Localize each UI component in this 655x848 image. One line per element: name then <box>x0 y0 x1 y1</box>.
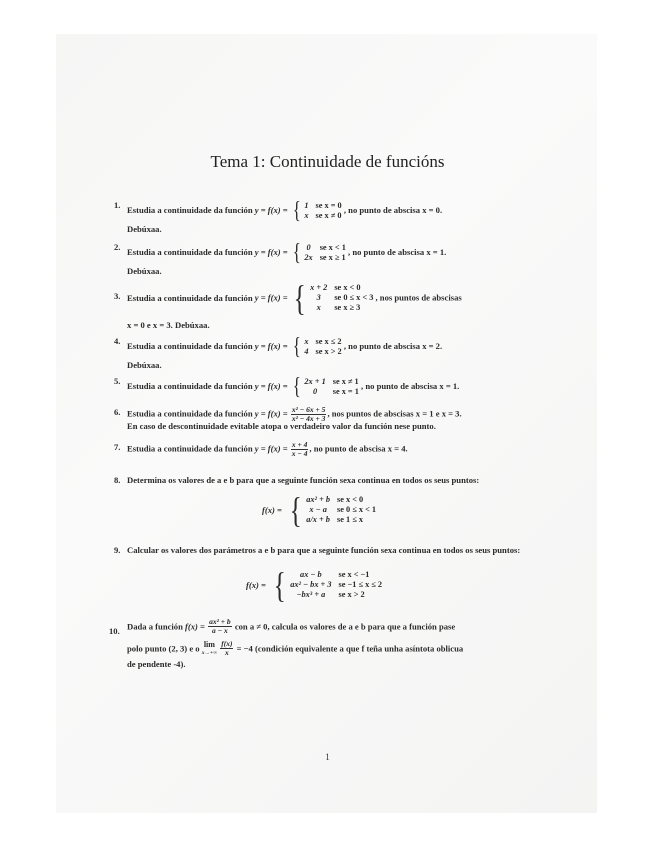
exercise-number: 1. <box>114 200 121 210</box>
exercise-8-equation: f(x) = { ax² + b se x < 0 x − a se 0 ≤ x < 1 a/x + b se 1 ≤ x <box>262 490 377 530</box>
fraction: $\frac{\text{x² − 6x + 5}}{\text{x² − 4x + 3}}$ <box>291 405 326 423</box>
exercise-number: 6. <box>114 407 121 417</box>
piecewise-function: { 0 se x < 1 2x se x ≥ 1 <box>292 240 346 266</box>
limit: lim x→+∞ <box>201 639 218 656</box>
exercise-9-equation: f(x) = { ax − b se x < −1 ax² − bx + 3 se −1 ≤ x ≤ 2 −bx³ + a se x > 2 <box>246 565 383 605</box>
exercise-number: 4. <box>114 336 121 346</box>
exercise-9: 9. Calcular os valores dos parámetros a e b para que a seguinte función sexa continua en todos os seus puntos: <box>114 545 521 555</box>
exercise-3: 3. Estudia a continuidade da función y = f(x) = { x + 2 se x < 0 3 se 0 ≤ x < 3 x se x ≥ 3 , nos puntos de abscisas x = 0 e x = 3. Debúxaa. <box>114 278 462 330</box>
piecewise-function: { x + 2 se x < 0 3 se 0 ≤ x < 3 x se x ≥ 3 <box>293 278 374 318</box>
piecewise-function: { x se x ≤ 2 4 se x > 2 <box>292 334 342 360</box>
exercise-6: 6. Estudia a continuidade da función y = f(x) = $\frac{\text{x² − 6x + 5}}{\text{x² − 4x + 3}}$ , nos puntos de abscisas x = 1 e x = 3. En caso de descontinuidade evitable atopa o verdadeiro valor da función nese punto. <box>114 405 462 431</box>
exercise-10-line2: polo punto (2, 3) e o lim x→+∞ $\frac{f(x)}{x}$ = −4 (condición equivalente a que f teña unha asíntota oblicua <box>127 639 464 657</box>
exercise-number: 3. <box>114 291 121 301</box>
page-number: 1 <box>325 752 330 762</box>
exercise-1: 1. Estudia a continuidade da función y = f(x) = { 1 se x = 0 x se x ≠ 0 , no punto de abscisa x = 0. Debúxaa. <box>114 198 443 234</box>
exercise-5: 5. Estudia a continuidade da función y = f(x) = { 2x + 1 se x ≠ 1 0 se x = 1 , no punto de abscisa x = 1. <box>114 374 460 400</box>
exercise-number: 8. <box>114 475 121 485</box>
exercise-7: 7. Estudia a continuidade da función y = f(x) = $\frac{x + 4}{x - 4}$ , no punto de abscisa x = 4. <box>114 440 408 458</box>
exercise-4: 4. Estudia a continuidade da función y = f(x) = { x se x ≤ 2 4 se x > 2 , no punto de abscisa x = 2. Debúxaa. <box>114 334 443 370</box>
exercise-number: 2. <box>114 242 121 252</box>
exercise-number: 5. <box>114 376 121 386</box>
exercise-8: 8. Determina os valores de a e b para que a seguinte función sexa continua en todos os seus puntos: <box>114 475 480 485</box>
document-title: Tema 1: Continuidade de funcións <box>210 152 445 171</box>
exercise-2: 2. Estudia a continuidade da función y = f(x) = { 0 se x < 1 2x se x ≥ 1 , no punto de abscisa x = 1. Debúxaa. <box>114 240 447 276</box>
piecewise-function: { 2x + 1 se x ≠ 1 0 se x = 1 <box>292 374 359 400</box>
fraction: $\frac{\text{ax² + b}}{a - x}$ <box>209 617 231 635</box>
exercise-10: 10. Dada a función f(x) = $\frac{\text{ax² + b}}{a - x}$ con a ≠ 0, calcula os valores de a e b para que a función pase polo punto (2, 3) e o lim x→+∞ $\frac{f(x)}{x}$ = −4 (condición equivalente a que f teña unha asíntota oblicua de pendente -4). <box>127 618 537 671</box>
exercise-number: 9. <box>114 545 121 555</box>
piecewise-function: { 1 se x = 0 x se x ≠ 0 <box>292 198 342 224</box>
fraction: $\frac{x + 4}{x - 4}$ <box>291 440 308 458</box>
exercise-number: 7. <box>114 442 121 452</box>
exercise-number: 10. <box>109 626 120 636</box>
